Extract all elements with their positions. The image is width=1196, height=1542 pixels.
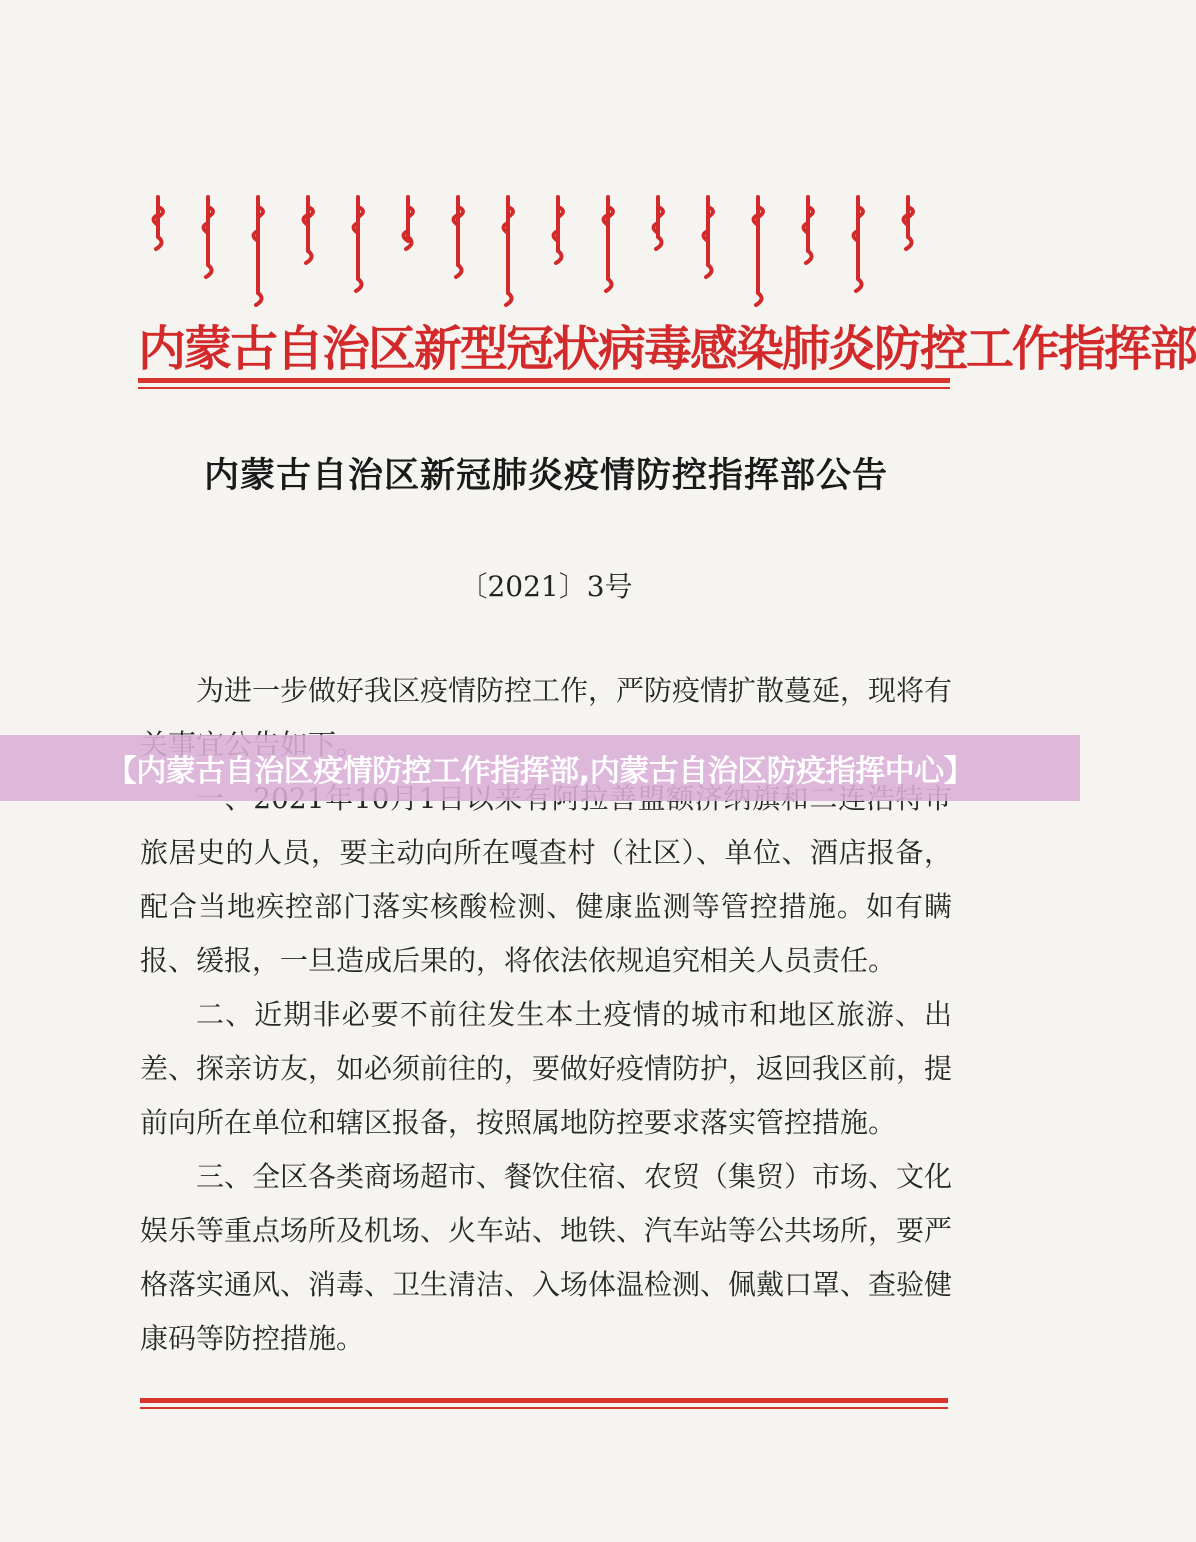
overlay-caption-text: 【内蒙古自治区疫情防控工作指挥部,内蒙古自治区防疫指挥中心】 <box>106 754 974 789</box>
mongolian-glyph-stroke <box>554 197 564 263</box>
paragraph-item-3: 三、全区各类商场超市、餐饮住宿、农贸（集贸）市场、文化娱乐等重点场所及机场、火车站、地铁、汽车站等公共场所，要严格落实通风、消毒、卫生清洁、入场体温检测、佩戴口罩、查验健康码等防控措施。 <box>140 1160 953 1355</box>
mongolian-glyph-stroke <box>904 197 914 249</box>
footer-rule-thin <box>140 1407 948 1409</box>
mongolian-glyph-stroke <box>754 197 764 305</box>
mongolian-glyph-stroke <box>454 197 464 277</box>
document-number: 〔2021〕3号 <box>459 570 633 603</box>
announcement-title: 内蒙古自治区新冠肺炎疫情防控指挥部公告 <box>203 455 888 496</box>
footer-red-rule <box>140 1398 948 1412</box>
paragraph-item-2: 二、近期非必要不前往发生本土疫情的城市和地区旅游、出差、探亲访友，如必须前往的，要做好疫情防护，返回我区前，提前向所在单位和辖区报备，按照属地防控要求落实管控措施。 <box>140 998 953 1139</box>
header-rule-thick <box>138 378 950 383</box>
paragraph-intro: 为进一步做好我区疫情防控工作，严防疫情扩散蔓延，现将有 <box>196 674 953 707</box>
mongolian-glyph-stroke <box>204 197 214 277</box>
mongolian-glyph-stroke <box>854 197 864 291</box>
mongolian-glyph-stroke <box>604 197 614 291</box>
mongolian-glyph-stroke <box>404 197 414 249</box>
mongolian-glyph-stroke <box>154 197 164 249</box>
header-red-rule <box>138 378 950 392</box>
mongolian-glyph-stroke <box>254 197 264 305</box>
paragraph-item-1: 旅居史的人员，要主动向所在嘎查村（社区）、单位、酒店报备，配合当地疾控部门落实核酸检测、健康监测等管控措施。如有瞒报、缓报，一旦造成后果的，将依法依规追究相关人员责任。 <box>140 836 952 977</box>
footer-rule-thick <box>140 1398 948 1403</box>
mongolian-glyph-stroke <box>504 197 514 305</box>
mongolian-script-graphic <box>140 185 940 305</box>
mongolian-glyph-stroke <box>354 197 364 291</box>
overlay-caption-banner <box>0 735 1080 801</box>
mongolian-script-header <box>140 185 940 305</box>
issuing-authority-name: 内蒙古自治区新型冠状病毒感染肺炎防控工作指挥部 <box>138 321 1196 377</box>
mongolian-glyph-stroke <box>804 197 814 263</box>
mongolian-glyph-stroke <box>704 197 714 277</box>
mongolian-glyph-stroke <box>304 197 314 263</box>
mongolian-glyph-stroke <box>654 197 664 249</box>
header-rule-thin <box>138 387 950 389</box>
